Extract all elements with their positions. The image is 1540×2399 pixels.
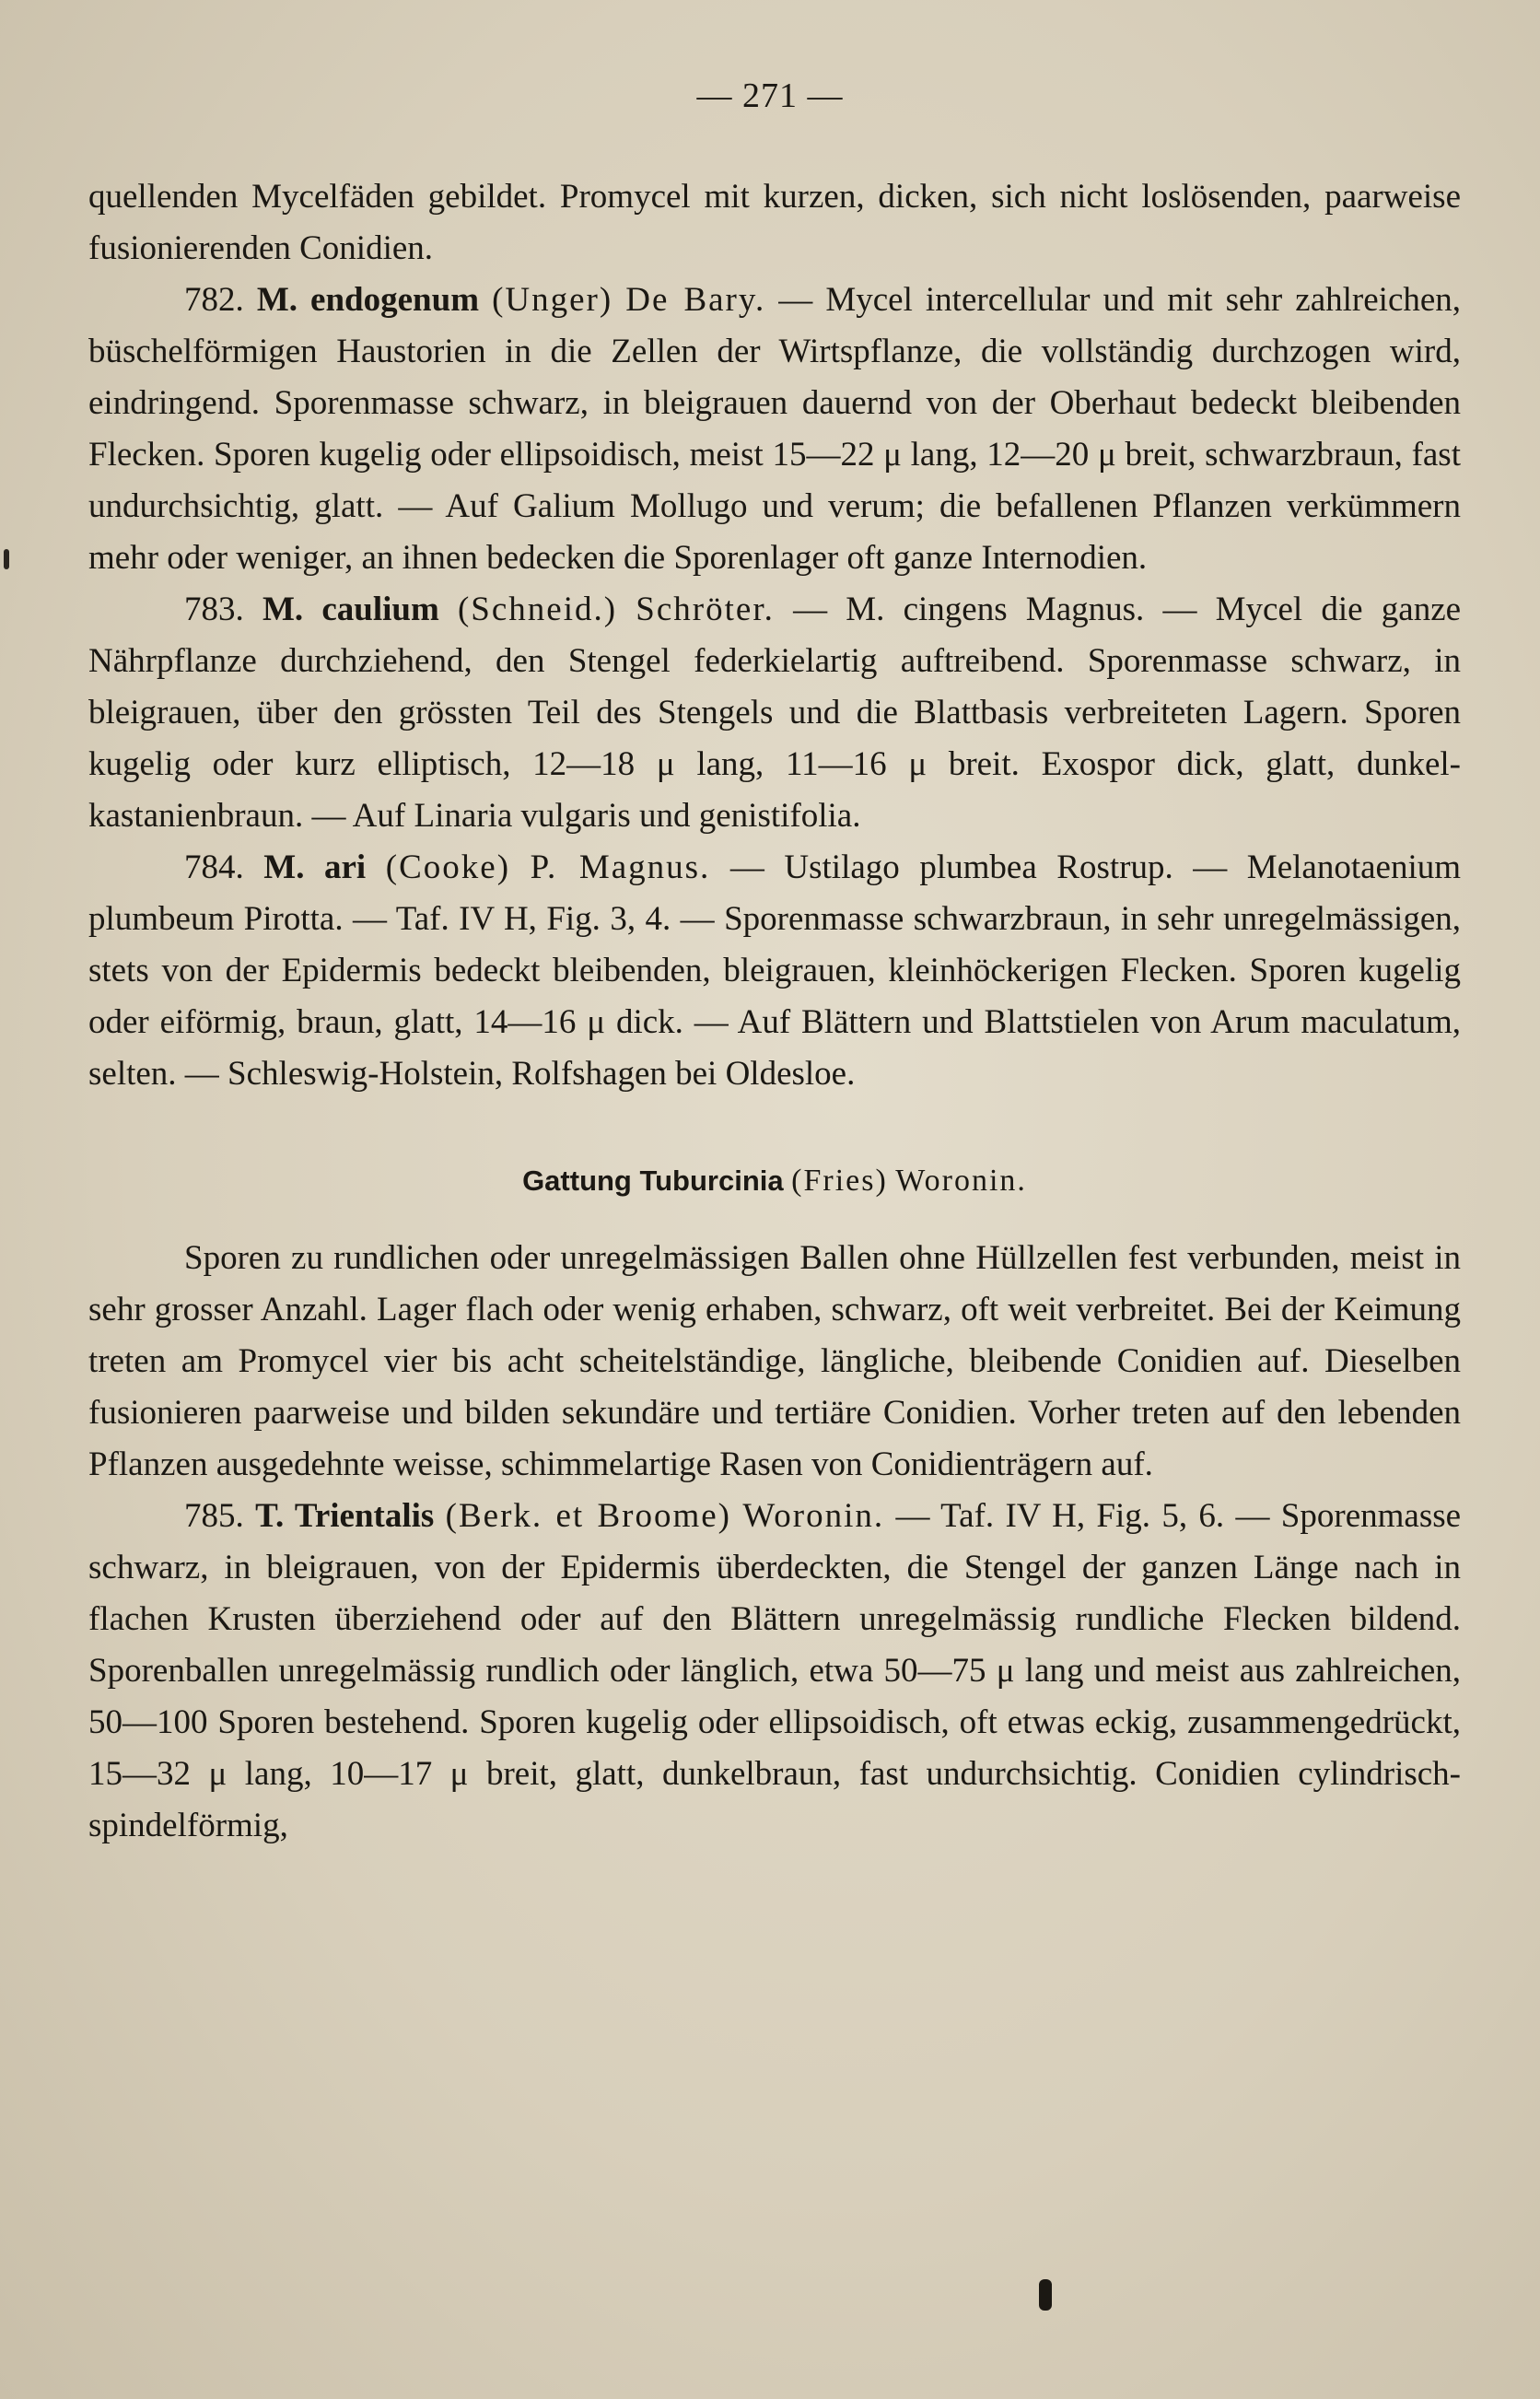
entry-number: 784. [184, 848, 244, 886]
ink-speck [4, 549, 9, 569]
species-author-combined: Schröter. [636, 591, 775, 628]
entry-783 [88, 584, 1461, 842]
genus-name: Gattung Tuburcinia [522, 1164, 784, 1197]
species-name: M. endogenum [256, 281, 480, 319]
species-author: (Unger) [492, 281, 613, 319]
species-name: T. Trientalis [255, 1497, 435, 1535]
paragraph-text: Sporen zu rundlichen oder unregelmässigen Ballen ohne Hüllzellen fest verbunden, meist in sehr grosser Anzahl. Lager flach oder wenig erhaben, schwarz, oft weit verbreitet. Bei der Keimung treten am Promycel vier bis acht scheitelständige, längliche, bleibende Conidien auf. Dieselben fusionieren paarweise und bilden sekundäre und tertiäre Conidien. Vorher treten auf den lebenden Pflanzen ausgedehnte weisse, schimmelartige Rasen von Conidienträgern auf. [88, 1239, 1461, 1483]
species-author-combined: P. Magnus. [530, 848, 711, 886]
entry-number: 785. [184, 1497, 244, 1535]
species-author: (Schneid.) [457, 591, 618, 628]
entry-text: — Ustilago plumbea Rostrup. — Melanotaenium plumbeum Pirotta. — Taf. IV H, Fig. 3, 4. — Sporenmasse schwarzbraun, in sehr unregelmässigen, stets von der Epidermis bedeckt bleibenden, bleigrauen, kleinhöckerigen Flecken. Sporen kugelig oder eiförmig, braun, glatt, 14—16 μ dick. — Auf Blättern und Blattstielen von Arum maculatum, selten. — Schleswig-Holstein, Rolfshagen bei Oldesloe. [88, 848, 1462, 1093]
species-name: M. ari [263, 848, 367, 886]
species-author-combined: Woronin. [742, 1497, 885, 1535]
entry-number: 782. [184, 281, 244, 319]
species-name: M. caulium [262, 591, 439, 628]
genus-author: (Fries) [791, 1164, 888, 1198]
page-body [88, 171, 1461, 1852]
species-author: (Cooke) [385, 848, 511, 886]
species-author: (Berk. et Broome) [445, 1497, 732, 1535]
paragraph-text: quellenden Mycelfäden gebildet. Promycel mit kurzen, dicken, sich nicht loslösenden, paarweise fusionierenden Conidien. [88, 178, 1461, 267]
genus-heading [88, 1155, 1461, 1207]
entry-782 [88, 275, 1461, 584]
species-author-combined: De Bary. [625, 281, 766, 319]
entry-785 [88, 1491, 1461, 1852]
entry-784 [88, 842, 1461, 1100]
entry-text: — Taf. IV H, Fig. 5, 6. — Sporenmasse schwarz, in bleigrauen, von der Epidermis überdeckten, die Stengel der ganzen Länge nach in flachen Krusten überziehend oder auf den Blättern unregelmässig rundliche Flecken bildend. Sporenballen unregelmässig rundlich oder länglich, etwa 50—75 μ lang und meist aus zahlreichen, 50—100 Sporen bestehend. Sporen kugelig oder ellipsoidisch, oft etwas eckig, zusammengedrückt, 15—32 μ lang, 10—17 μ breit, glatt, dunkelbraun, fast undurchsichtig. Conidien cylindrisch-spindelförmig, [88, 1497, 1462, 1844]
genus-description [88, 1233, 1461, 1491]
entry-text: — M. cingens Magnus. — Mycel die ganze Nährpflanze durchziehend, den Stengel federkielartig auftreibend. Sporenmasse schwarz, in bleigrauen, über den grössten Teil des Stengels und die Blattbasis verbreiteten Lagern. Sporen kugelig oder kurz elliptisch, 12—18 μ lang, 11—16 μ breit. Exospor dick, glatt, dunkelkastanienbraun. — Auf Linaria vulgaris und genistifolia. [88, 591, 1462, 835]
signature-mark [1039, 2279, 1052, 2311]
entry-text: — Mycel intercellular und mit sehr zahlreichen, büschelförmigen Haustorien in die Zellen der Wirtspflanze, die vollständig durchzogen wird, eindringend. Sporenmasse schwarz, in bleigrauen dauernd von der Oberhaut bedeckt bleibenden Flecken. Sporen kugelig oder ellipsoidisch, meist 15—22 μ lang, 12—20 μ breit, schwarzbraun, fast undurchsichtig, glatt. — Auf Galium Mollugo und verum; die befallenen Pflanzen verkümmern mehr oder weniger, an ihnen bedecken die Sporenlager oft ganze Internodien. [88, 281, 1462, 577]
genus-author-combined: Woronin. [895, 1164, 1027, 1198]
paragraph-continuation [88, 171, 1461, 275]
entry-number: 783. [184, 591, 244, 628]
page-number: — 271 — [696, 76, 844, 115]
